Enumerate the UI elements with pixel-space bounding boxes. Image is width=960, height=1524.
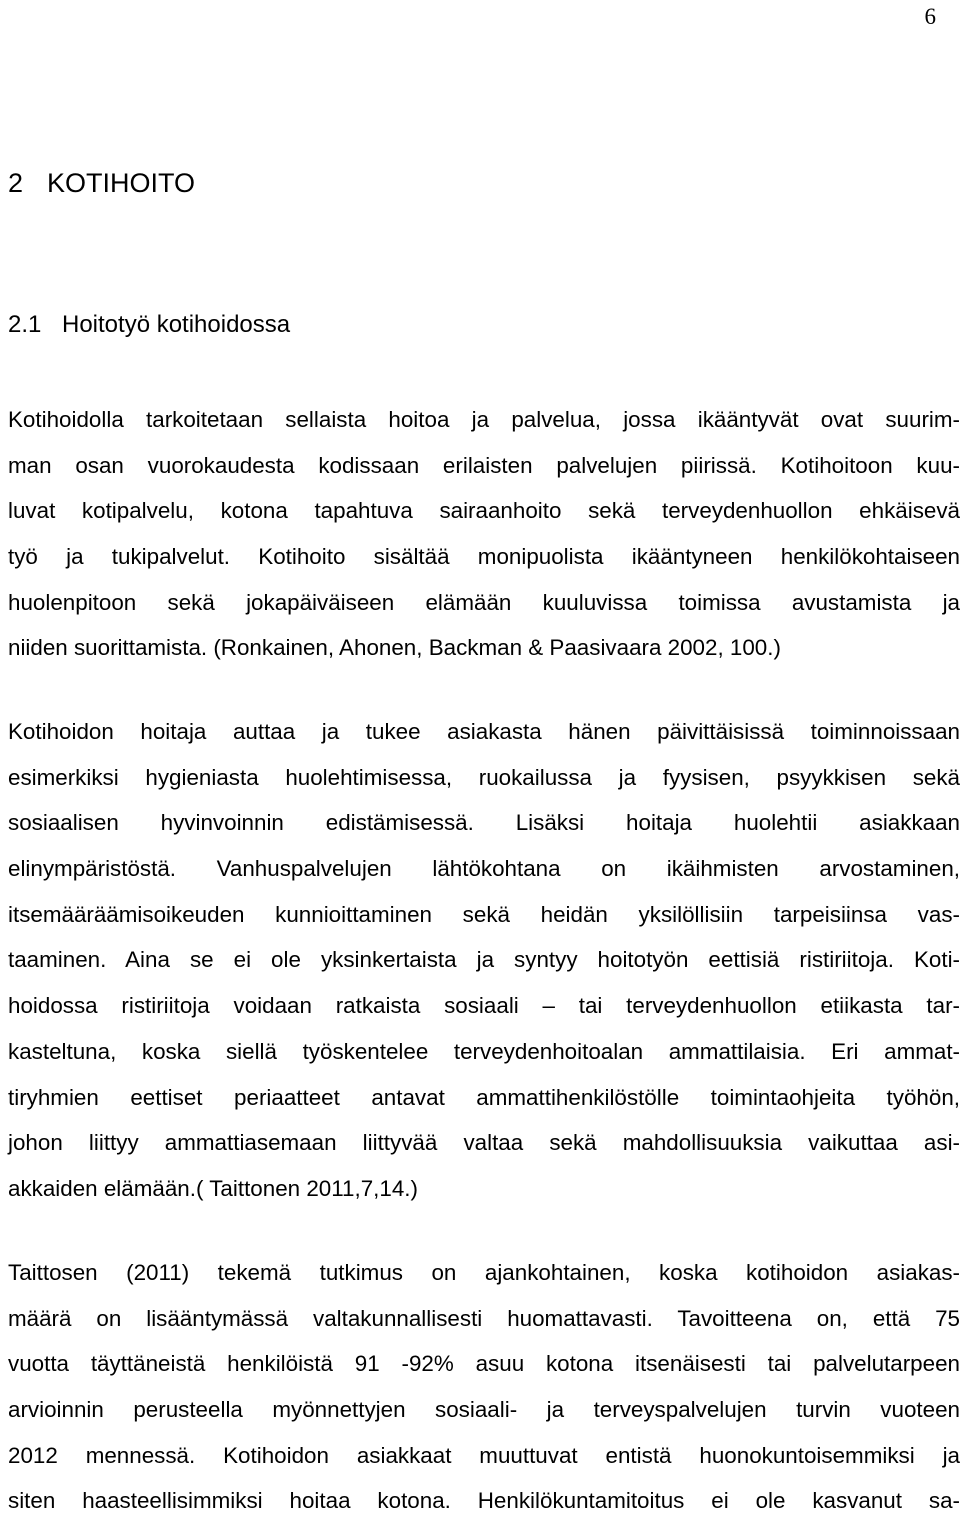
text-line: itsemääräämisoikeuden kunnioittaminen sekä heidän yksilöllisiin tarpeisiinsa vas- [8, 901, 960, 927]
text-line: taaminen. Aina se ei ole yksinkertaista ja syntyy hoitotyön eettisiä ristiriitoja. Koti- [8, 947, 960, 973]
text-line: akkaiden elämään.( Taittonen 2011,7,14.) [8, 1175, 418, 1201]
chapter-title: KOTIHOITO [47, 168, 196, 198]
section-number: 2.1 [8, 311, 42, 338]
page-number: 6 [924, 4, 936, 29]
text-line: Kotihoidolla tarkoitetaan sellaista hoitoa ja palvelua, jossa ikääntyvät ovat suurim- [8, 407, 960, 432]
text-line: Kotihoidon hoitaja auttaa ja tukee asiakasta hänen päivittäisissä toiminnoissaan [8, 719, 960, 744]
text-line: luvat kotipalvelu, kotona tapahtuva sairaanhoito sekä terveydenhuollon ehkäisevä [8, 498, 960, 524]
text-line: arvioinnin perusteella myönnettyjen sosiaali- ja terveyspalvelujen turvin vuoteen [8, 1397, 960, 1423]
text-line: 2012 mennessä. Kotihoidon asiakkaat muuttuvat entistä huonokuntoisemmiksi ja [8, 1442, 960, 1468]
paragraph-3 [8, 1250, 960, 1524]
text-line: tiryhmien eettiset periaatteet antavat ammattihenkilöstölle toimintaohjeita työhön, [8, 1084, 960, 1110]
chapter-heading [8, 163, 195, 203]
text-line: esimerkiksi hygieniasta huolehtimisessa, ruokailussa ja fyysisen, psyykkisen sekä [8, 764, 960, 790]
text-line: huolenpitoon sekä jokapäiväiseen elämään kuuluvissa toimissa avustamista ja [8, 589, 960, 615]
text-line: elinympäristöstä. Vanhuspalvelujen lähtökohtana on ikäihmisten arvostaminen, [8, 856, 960, 882]
paragraph-2 [8, 709, 960, 1212]
text-line: kasteltuna, koska siellä työskentelee terveydenhoitoalan ammattilaisia. Eri ammat- [8, 1038, 960, 1064]
text-line: johon liittyy ammattiasemaan liittyvää valtaa sekä mahdollisuuksia vaikuttaa asi- [8, 1130, 960, 1156]
text-line: man osan vuorokaudesta kodissaan erilaisten palvelujen piirissä. Kotihoitoon kuu- [8, 452, 960, 478]
text-line: määrä on lisääntymässä valtakunnallisesti huomattavasti. Tavoitteena on, että 75 [8, 1305, 960, 1331]
paragraph-1 [8, 397, 960, 671]
chapter-number: 2 [8, 168, 24, 198]
text-line: Taittosen (2011) tekemä tutkimus on ajankohtainen, koska kotihoidon asiakas- [8, 1260, 960, 1285]
text-line: siten haasteellisimmiksi hoitaa kotona. Henkilökuntamitoitus ei ole kasvanut sa- [8, 1488, 960, 1514]
text-line: työ ja tukipalvelut. Kotihoito sisältää monipuolista ikääntyneen henkilökohtaiseen [8, 544, 960, 570]
section-heading [8, 307, 290, 343]
text-line: niiden suorittamista. (Ronkainen, Ahonen, Backman & Paasivaara 2002, 100.) [8, 635, 781, 661]
section-title: Hoitotyö kotihoidossa [62, 311, 291, 338]
text-line: vuotta täyttäneistä henkilöistä 91 -92% asuu kotona itsenäisesti tai palvelutarpeen [8, 1351, 960, 1377]
text-line: hoidossa ristiriitoja voidaan ratkaista sosiaali – tai terveydenhuollon etiikasta tar- [8, 993, 960, 1019]
text-line: sosiaalisen hyvinvoinnin edistämisessä. Lisäksi hoitaja huolehtii asiakkaan [8, 810, 960, 836]
